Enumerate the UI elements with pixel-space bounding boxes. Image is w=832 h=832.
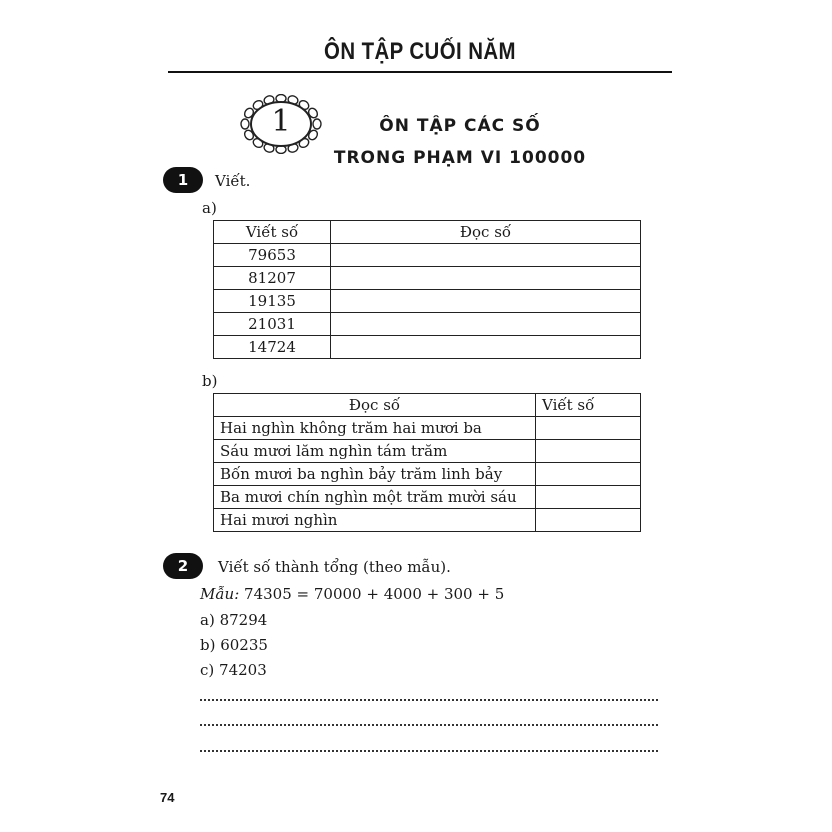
- doc-so-cell: Bốn mươi ba nghìn bảy trăm linh bảy: [214, 463, 536, 486]
- table-row: [214, 509, 641, 532]
- page-title: ÔN TẬP CUỐI NĂM: [324, 38, 516, 65]
- table-row: [214, 440, 641, 463]
- doc-so-answer-cell[interactable]: [331, 290, 641, 313]
- exercise-1-instruction: Viết.: [215, 172, 251, 190]
- header-viet-so: Viết số: [536, 394, 641, 417]
- lesson-number: 1: [271, 104, 291, 139]
- doc-so-cell: Sáu mươi lăm nghìn tám trăm: [214, 440, 536, 463]
- doc-so-cell: Hai nghìn không trăm hai mươi ba: [214, 417, 536, 440]
- viet-so-answer-cell[interactable]: [536, 509, 641, 532]
- answer-line[interactable]: [200, 724, 658, 726]
- part-b-label: b): [202, 372, 218, 390]
- part-a-table: [213, 220, 641, 359]
- answer-line[interactable]: [200, 750, 658, 752]
- part-b-table: [213, 393, 641, 532]
- doc-so-cell: Hai mươi nghìn: [214, 509, 536, 532]
- item-c: c) 74203: [200, 661, 267, 679]
- viet-so-answer-cell[interactable]: [536, 486, 641, 509]
- table-row: [214, 417, 641, 440]
- example-equation: 74305 = 70000 + 4000 + 300 + 5: [244, 585, 505, 603]
- part-a-label: a): [202, 199, 217, 217]
- lesson-title-line2: TRONG PHẠM VI 100000: [333, 148, 587, 168]
- example-label: Mẫu:: [200, 585, 240, 603]
- viet-so-answer-cell[interactable]: [536, 417, 641, 440]
- exercise-1-badge: 1: [163, 167, 203, 193]
- item-a: a) 87294: [200, 611, 268, 629]
- table-row: [214, 463, 641, 486]
- answer-line[interactable]: [200, 699, 658, 701]
- table-row: [214, 290, 641, 313]
- viet-so-answer-cell[interactable]: [536, 440, 641, 463]
- viet-so-cell: 21031: [214, 313, 331, 336]
- table-header-row: [214, 394, 641, 417]
- table-header-row: [214, 221, 641, 244]
- doc-so-answer-cell[interactable]: [331, 313, 641, 336]
- viet-so-cell: 79653: [214, 244, 331, 267]
- exercise-2-badge: 2: [163, 553, 203, 579]
- lesson-title-line1: ÔN TẬP CÁC SỐ: [379, 116, 541, 136]
- header-doc-so: Đọc số: [331, 221, 641, 244]
- item-b: b) 60235: [200, 636, 268, 654]
- table-row: [214, 313, 641, 336]
- viet-so-cell: 14724: [214, 336, 331, 359]
- viet-so-cell: 81207: [214, 267, 331, 290]
- doc-so-cell: Ba mươi chín nghìn một trăm mười sáu: [214, 486, 536, 509]
- table-row: [214, 336, 641, 359]
- title-divider: [168, 71, 672, 73]
- viet-so-cell: 19135: [214, 290, 331, 313]
- viet-so-answer-cell[interactable]: [536, 463, 641, 486]
- doc-so-answer-cell[interactable]: [331, 244, 641, 267]
- table-row: [214, 267, 641, 290]
- doc-so-answer-cell[interactable]: [331, 336, 641, 359]
- header-viet-so: Viết số: [214, 221, 331, 244]
- table-row: [214, 244, 641, 267]
- lesson-title: [330, 110, 590, 174]
- page-number: 74: [160, 790, 175, 805]
- exercise-2-instruction: Viết số thành tổng (theo mẫu).: [218, 558, 451, 576]
- doc-so-answer-cell[interactable]: [331, 267, 641, 290]
- header-doc-so: Đọc số: [214, 394, 536, 417]
- flower-badge-icon: [240, 94, 322, 154]
- example-line: [200, 585, 504, 603]
- table-row: [214, 486, 641, 509]
